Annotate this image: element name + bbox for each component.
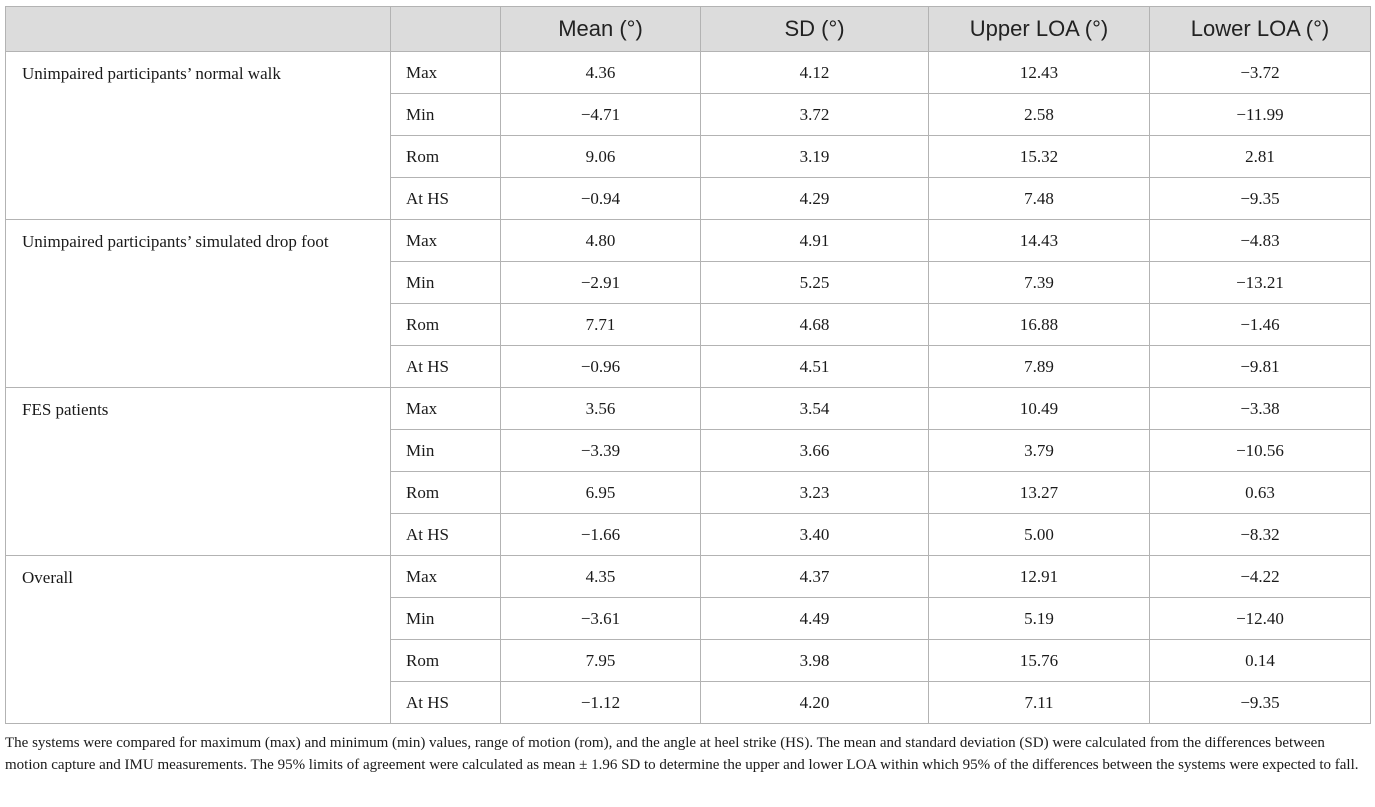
mean-cell: 6.95 [501,472,701,514]
upper-loa-cell: 7.11 [929,682,1150,724]
lower-loa-cell: −9.81 [1150,346,1371,388]
sd-cell: 4.29 [701,178,929,220]
mean-cell: −0.96 [501,346,701,388]
upper-loa-cell: 7.89 [929,346,1150,388]
sd-cell: 3.40 [701,514,929,556]
header-row [6,7,1371,52]
lower-loa-cell: −8.32 [1150,514,1371,556]
mean-cell: −1.12 [501,682,701,724]
table-row [6,556,1371,598]
metric-cell: Max [391,556,501,598]
upper-loa-cell: 10.49 [929,388,1150,430]
header-metric [391,7,501,52]
metric-cell: Rom [391,136,501,178]
lower-loa-cell: −3.38 [1150,388,1371,430]
lower-loa-cell: 0.63 [1150,472,1371,514]
mean-cell: −1.66 [501,514,701,556]
mean-cell: 9.06 [501,136,701,178]
upper-loa-cell: 12.43 [929,52,1150,94]
sd-cell: 3.54 [701,388,929,430]
table-header [6,7,1371,52]
sd-cell: 5.25 [701,262,929,304]
metric-cell: Rom [391,640,501,682]
upper-loa-cell: 13.27 [929,472,1150,514]
sd-cell: 3.98 [701,640,929,682]
sd-cell: 4.91 [701,220,929,262]
upper-loa-cell: 7.39 [929,262,1150,304]
metric-cell: Min [391,598,501,640]
upper-loa-cell: 15.76 [929,640,1150,682]
group-label: Unimpaired participants’ simulated drop foot [6,220,391,388]
lower-loa-cell: −9.35 [1150,178,1371,220]
metric-cell: At HS [391,346,501,388]
group-label: Unimpaired participants’ normal walk [6,52,391,220]
upper-loa-cell: 16.88 [929,304,1150,346]
header-group [6,7,391,52]
metric-cell: Rom [391,304,501,346]
group-label: FES patients [6,388,391,556]
metric-cell: Max [391,52,501,94]
mean-cell: −3.61 [501,598,701,640]
mean-cell: 7.95 [501,640,701,682]
sd-cell: 4.51 [701,346,929,388]
sd-cell: 3.66 [701,430,929,472]
results-table-container [5,6,1370,724]
upper-loa-cell: 7.48 [929,178,1150,220]
sd-cell: 3.72 [701,94,929,136]
lower-loa-cell: 2.81 [1150,136,1371,178]
header-mean: Mean (°) [501,7,701,52]
table-row [6,388,1371,430]
upper-loa-cell: 12.91 [929,556,1150,598]
upper-loa-cell: 3.79 [929,430,1150,472]
lower-loa-cell: −4.83 [1150,220,1371,262]
table-row [6,52,1371,94]
lower-loa-cell: 0.14 [1150,640,1371,682]
sd-cell: 3.23 [701,472,929,514]
lower-loa-cell: −1.46 [1150,304,1371,346]
results-table [5,6,1371,724]
mean-cell: 4.36 [501,52,701,94]
table-footnote: The systems were compared for maximum (max) and minimum (min) values, range of motion (rom), and the angle at heel strike (HS). The mean and standard deviation (SD) were calculated from the differences between motion capture and IMU measurements. The 95% limits of agreement were calculated as mean ± 1.96 SD to determine the upper and lower LOA within which 95% of the differences between the systems were expected to fall. [5,735,1359,773]
metric-cell: At HS [391,514,501,556]
sd-cell: 4.49 [701,598,929,640]
lower-loa-cell: −10.56 [1150,430,1371,472]
header-lower-loa: Lower LOA (°) [1150,7,1371,52]
lower-loa-cell: −11.99 [1150,94,1371,136]
metric-cell: Min [391,94,501,136]
header-upper-loa: Upper LOA (°) [929,7,1150,52]
sd-cell: 4.68 [701,304,929,346]
lower-loa-cell: −4.22 [1150,556,1371,598]
metric-cell: At HS [391,682,501,724]
lower-loa-cell: −3.72 [1150,52,1371,94]
upper-loa-cell: 5.19 [929,598,1150,640]
sd-cell: 4.37 [701,556,929,598]
upper-loa-cell: 5.00 [929,514,1150,556]
lower-loa-cell: −12.40 [1150,598,1371,640]
sd-cell: 4.20 [701,682,929,724]
metric-cell: Min [391,430,501,472]
table-body [6,52,1371,724]
mean-cell: −2.91 [501,262,701,304]
mean-cell: 3.56 [501,388,701,430]
metric-cell: Max [391,220,501,262]
metric-cell: At HS [391,178,501,220]
upper-loa-cell: 15.32 [929,136,1150,178]
mean-cell: −0.94 [501,178,701,220]
metric-cell: Rom [391,472,501,514]
lower-loa-cell: −9.35 [1150,682,1371,724]
mean-cell: −4.71 [501,94,701,136]
sd-cell: 4.12 [701,52,929,94]
group-label: Overall [6,556,391,724]
metric-cell: Min [391,262,501,304]
upper-loa-cell: 2.58 [929,94,1150,136]
lower-loa-cell: −13.21 [1150,262,1371,304]
mean-cell: 4.80 [501,220,701,262]
header-sd: SD (°) [701,7,929,52]
metric-cell: Max [391,388,501,430]
upper-loa-cell: 14.43 [929,220,1150,262]
mean-cell: 7.71 [501,304,701,346]
table-row [6,220,1371,262]
sd-cell: 3.19 [701,136,929,178]
mean-cell: −3.39 [501,430,701,472]
mean-cell: 4.35 [501,556,701,598]
